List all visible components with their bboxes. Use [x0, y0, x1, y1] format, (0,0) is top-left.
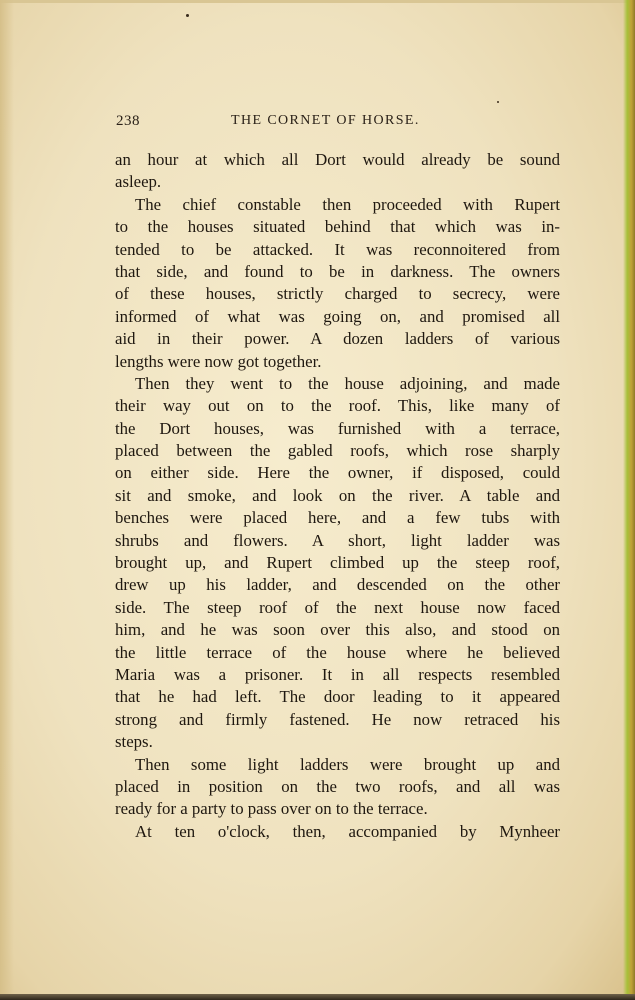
book-title-header: THE CORNET OF HORSE.: [231, 113, 420, 128]
text-line: an hour at which all Dort would already be sound: [115, 150, 560, 169]
text-line: on either side. Here the owner, if disposed, could: [115, 463, 560, 483]
text-line: Then some light ladders were brought up and: [135, 754, 560, 774]
text-line: At ten o'clock, then, accompanied by Mynheer: [135, 821, 560, 841]
text-line: placed between the gabled roofs, which rose sharply: [115, 441, 560, 461]
paper-speck: [186, 14, 189, 17]
text-line: aid in their power. A dozen ladders of various: [115, 329, 560, 349]
text-line: tended to be attacked. It was reconnoitered from: [115, 239, 560, 259]
text-line: sit and smoke, and look on the river. A table and: [115, 485, 560, 505]
body-text: [115, 149, 560, 843]
text-line: Maria was a prisoner. It in all respects resembled: [115, 664, 560, 684]
text-line: drew up his ladder, and descended on the other: [115, 575, 560, 595]
text-line: lengths were now got together.: [115, 351, 322, 371]
text-line: to the houses situated behind that which was in-: [115, 217, 560, 237]
text-line: Then they went to the house adjoining, and made: [135, 373, 560, 393]
text-line: of these houses, strictly charged to secrecy, were: [115, 284, 560, 304]
page-gutter-shadow: [0, 0, 14, 1000]
text-line: benches were placed here, and a few tubs with: [115, 508, 560, 528]
text-line: ready for a party to pass over on to the terrace.: [115, 799, 428, 819]
text-line: their way out on to the roof. This, like many of: [115, 396, 560, 416]
page-top-edge: [0, 0, 635, 3]
text-line: the little terrace of the house where he believed: [115, 642, 560, 662]
text-line: asleep.: [115, 172, 162, 192]
text-line: side. The steep roof of the next house now faced: [115, 597, 560, 617]
running-head: [116, 113, 560, 135]
text-line: placed in position on the two roofs, and all was: [115, 776, 560, 796]
page-bottom-edge: [0, 994, 635, 1000]
text-line: him, and he was soon over this also, and stood on: [115, 620, 560, 640]
paper-speck: [497, 101, 499, 103]
text-line: The chief constable then proceeded with Rupert: [135, 194, 560, 214]
text-line: informed of what was going on, and promised all: [115, 306, 560, 326]
text-line: shrubs and flowers. A short, light ladder was: [115, 530, 560, 550]
text-line: that he had left. The door leading to it appeared: [115, 687, 560, 707]
text-line: brought up, and Rupert climbed up the steep roof,: [115, 553, 560, 573]
page-fore-edge: [623, 0, 635, 1000]
page-number: 238: [116, 113, 140, 129]
text-line: strong and firmly fastened. He now retraced his: [115, 709, 560, 729]
text-line: steps.: [115, 732, 153, 752]
text-line: that side, and found to be in darkness. The owners: [115, 261, 560, 281]
text-line: the Dort houses, was furnished with a terrace,: [115, 418, 560, 438]
